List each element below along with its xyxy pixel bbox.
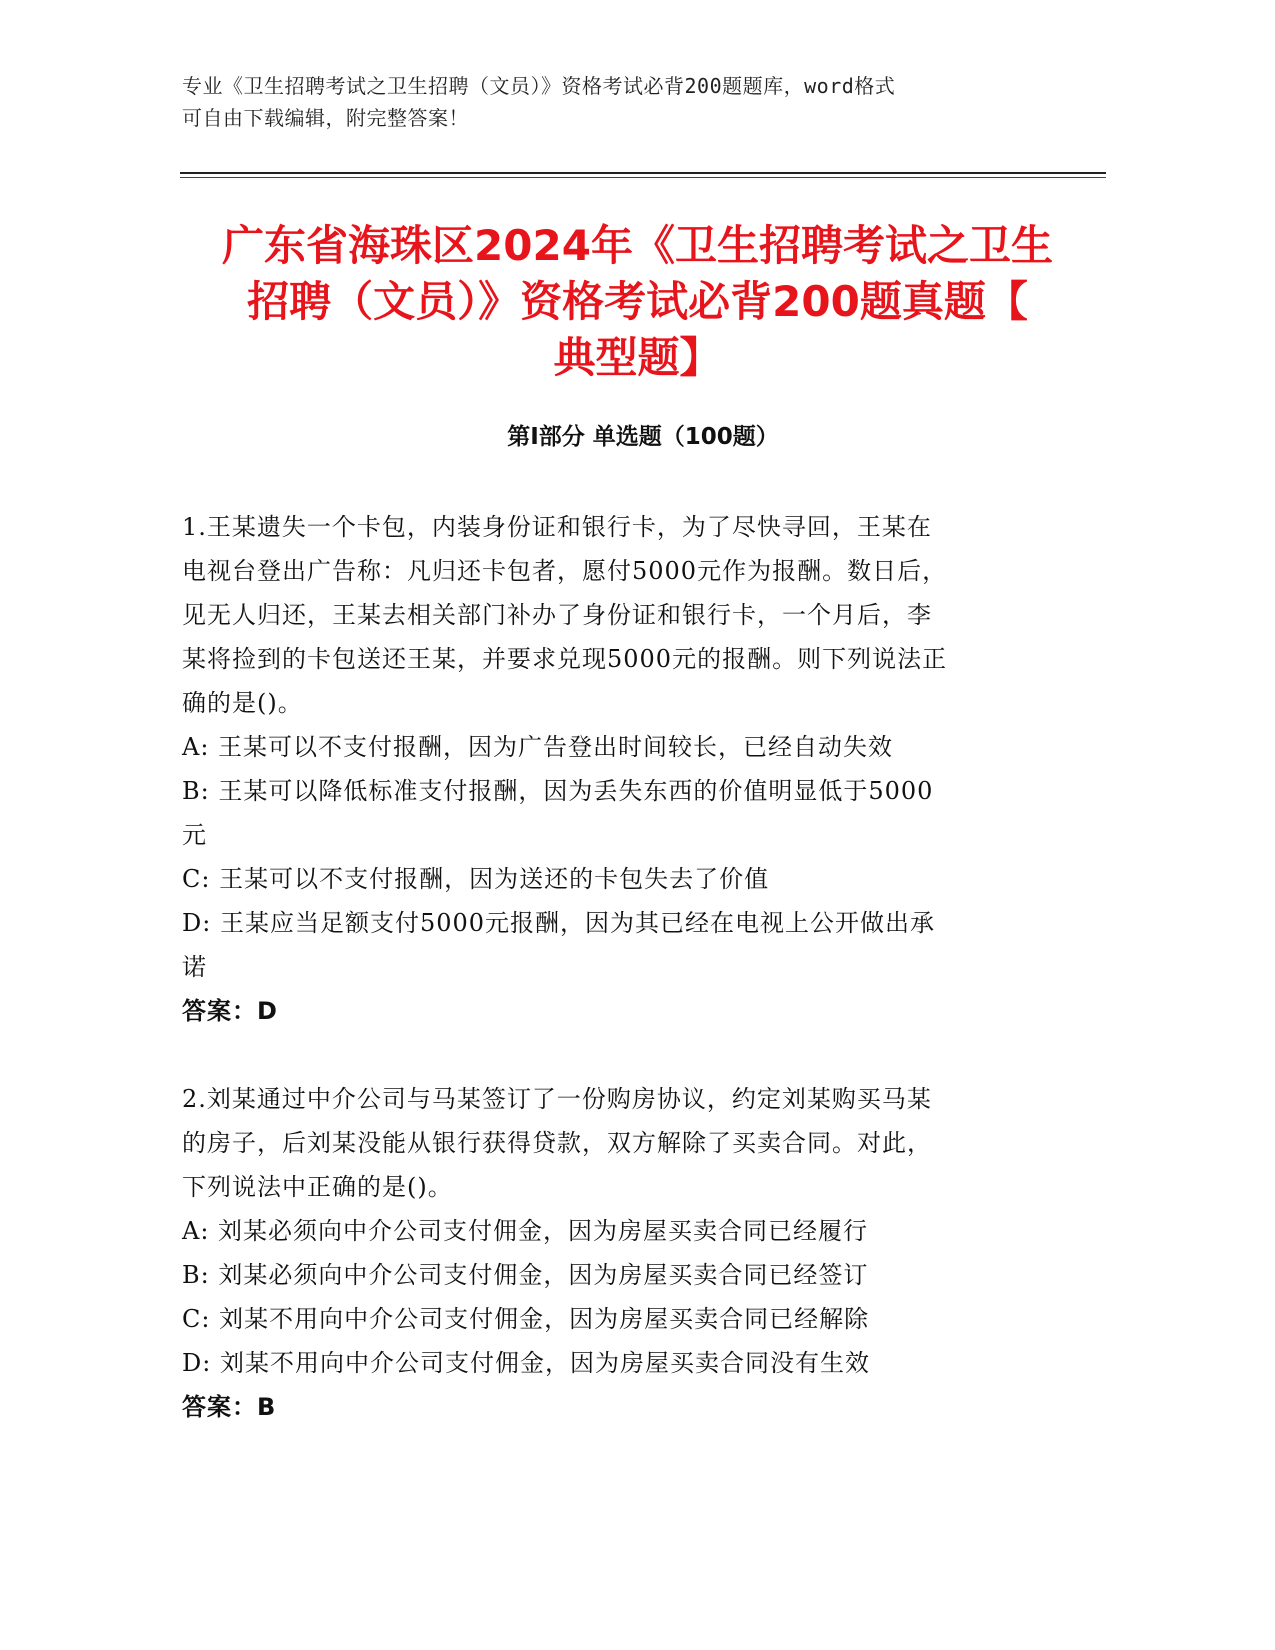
option-c: C: 刘某不用向中介公司支付佣金，因为房屋买卖合同已经解除 (182, 1305, 870, 1333)
header-note (182, 70, 1042, 134)
question-stem-line: 某将捡到的卡包送还王某，并要求兑现5000元的报酬。则下列说法正 (182, 645, 948, 673)
question-2 (182, 1077, 1042, 1429)
question-stem-line: 下列说法中正确的是()。 (182, 1173, 453, 1201)
answer-label: 答案：B (182, 1393, 277, 1421)
header-note-line: 专业《卫生招聘考试之卫生招聘（文员）》资格考试必背200题题库，word格式 (182, 74, 896, 98)
option-a: A: 王某可以不支付报酬，因为广告登出时间较长，已经自动失效 (182, 733, 894, 761)
question-stem-line: 的房子，后刘某没能从银行获得贷款，双方解除了买卖合同。对此， (182, 1129, 932, 1157)
question-stem-line: 电视台登出广告称：凡归还卡包者，愿付5000元作为报酬。数日后， (182, 557, 948, 585)
option-a: A: 刘某必须向中介公司支付佣金，因为房屋买卖合同已经履行 (182, 1217, 869, 1245)
option-b: B: 刘某必须向中介公司支付佣金，因为房屋买卖合同已经签订 (182, 1261, 869, 1289)
answer-label: 答案：D (182, 997, 278, 1025)
header-divider-thin (180, 177, 1106, 178)
title-line: 典型题】 (553, 333, 722, 382)
option-b: B: 王某可以降低标准支付报酬，因为丢失东西的价值明显低于5000 (182, 777, 934, 805)
option-d: D: 王某应当足额支付5000元报酬，因为其已经在电视上公开做出承 (182, 909, 936, 937)
question-1 (182, 505, 1042, 1033)
header-note-line: 可自由下载编辑，附完整答案！ (182, 106, 469, 130)
title-line: 广东省海珠区2024年《卫生招聘考试之卫生 (222, 221, 1053, 270)
title-line: 招聘（文员）》资格考试必背200题真题【 (247, 277, 1028, 326)
header-divider-thick (180, 172, 1106, 174)
option-d-continued: 诺 (182, 953, 207, 981)
question-stem-line: 2.刘某通过中介公司与马某签订了一份购房协议，约定刘某购买马某 (182, 1085, 932, 1113)
question-stem-line: 1.王某遗失一个卡包，内装身份证和银行卡，为了尽快寻回，王某在 (182, 513, 932, 541)
option-d: D: 刘某不用向中介公司支付佣金，因为房屋买卖合同没有生效 (182, 1349, 870, 1377)
question-stem-line: 确的是()。 (182, 689, 303, 717)
option-b-continued: 元 (182, 821, 207, 849)
question-list (182, 505, 1042, 1473)
section-heading: 第I部分 单选题（100题） (507, 424, 779, 450)
option-c: C: 王某可以不支付报酬，因为送还的卡包失去了价值 (182, 865, 770, 893)
document-title (150, 218, 1125, 386)
question-stem-line: 见无人归还，王某去相关部门补办了身份证和银行卡，一个月后，李 (182, 601, 932, 629)
